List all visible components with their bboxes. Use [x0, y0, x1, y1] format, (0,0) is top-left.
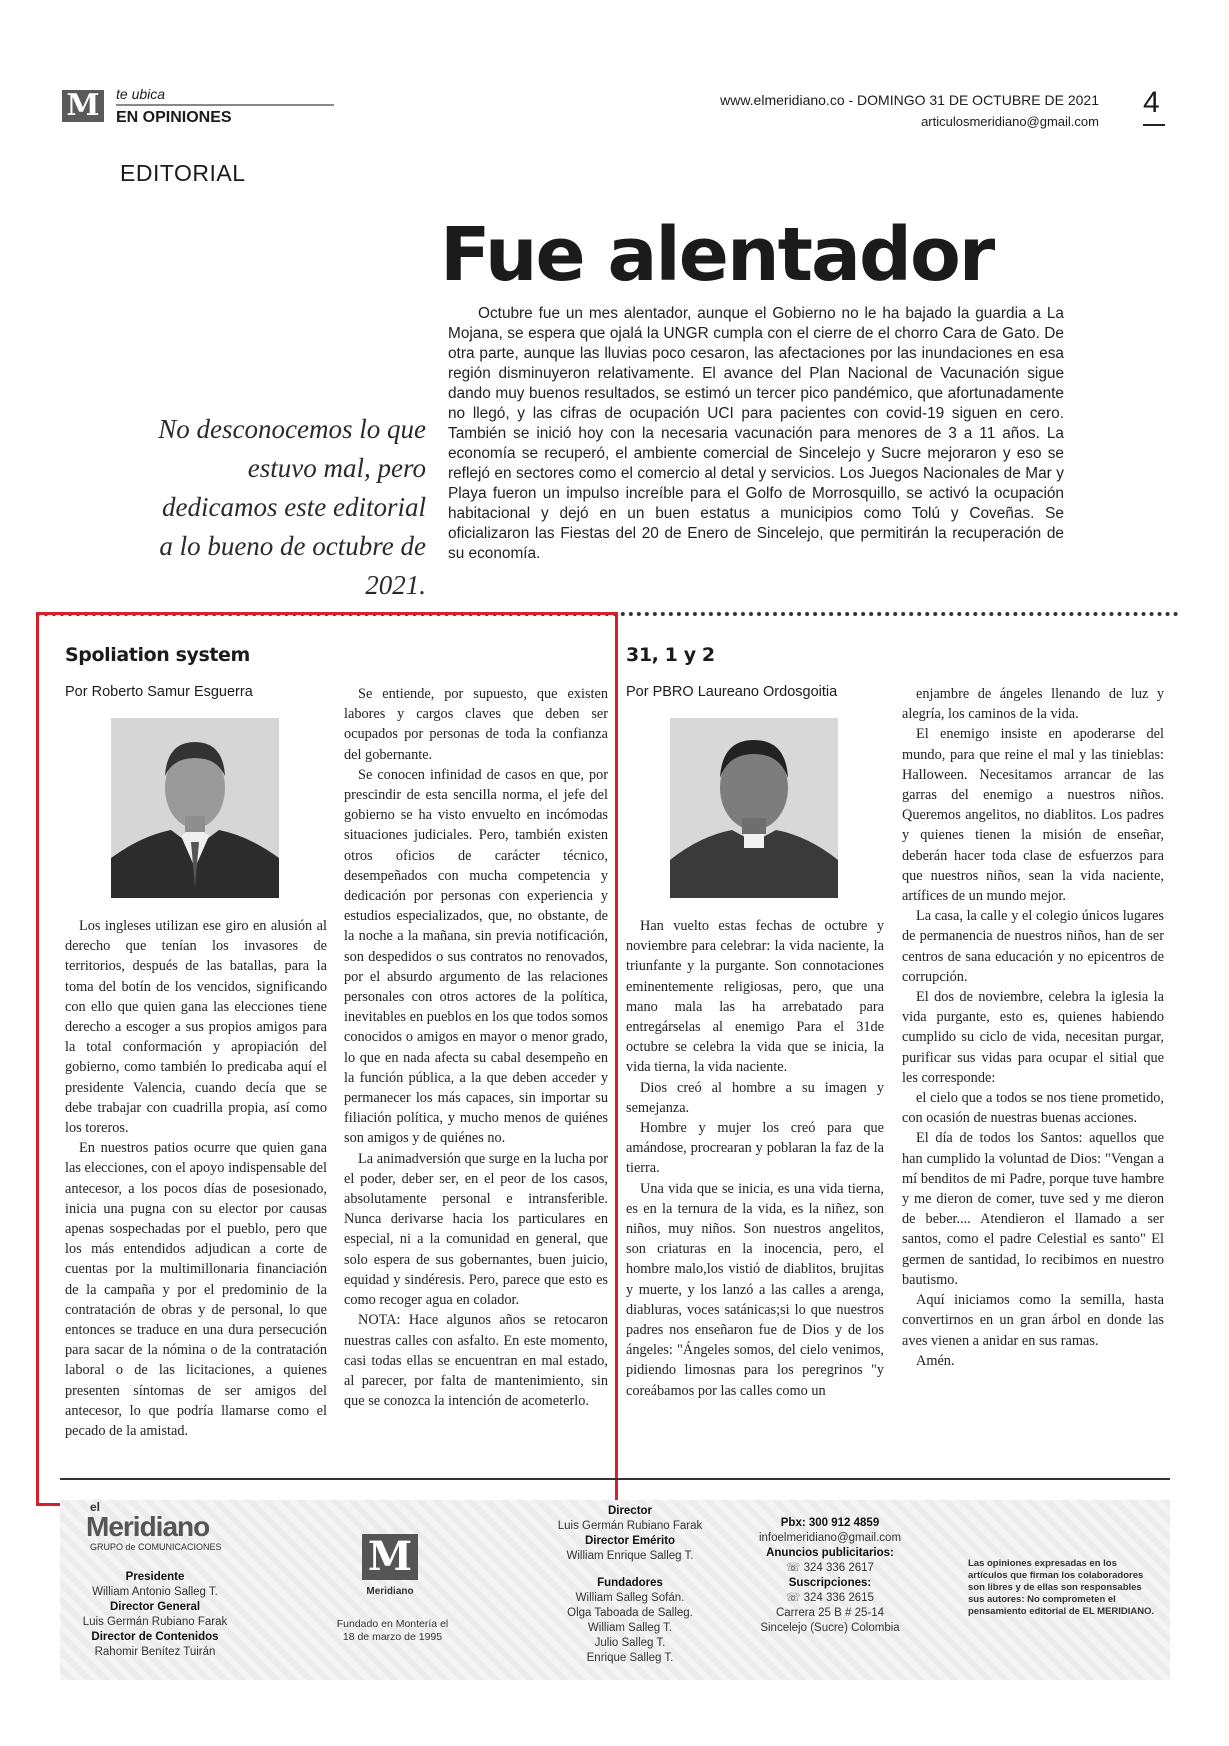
meridiano-logo: M — [62, 90, 104, 122]
label: Fundadores — [597, 1577, 663, 1589]
page-number: 4 — [1143, 86, 1160, 119]
center-logo-text: Meridiano — [366, 1586, 414, 1597]
editorial-headline: Fue alentador — [440, 212, 994, 298]
president-block — [80, 1570, 230, 1660]
founders-block — [530, 1576, 730, 1666]
paragraph: enjambre de ángeles llenando de luz y alegría, los caminos de la vida. — [902, 686, 1164, 723]
subs-phone: 324 336 2615 — [803, 1592, 874, 1604]
contact-email: infoelmeridiano@gmail.com — [758, 1532, 902, 1544]
article1-title: Spoliation system — [65, 644, 250, 666]
brand-logo: Meridiano — [86, 1511, 210, 1542]
brand-sub: GRUPO de COMUNICACIONES — [90, 1542, 222, 1552]
paragraph: Los ingleses utilizan ese giro en alusión al derecho que tenían los invasores de territorios, después de las batallas, para la toma del botín de los vencidos, significando con ello que quien gana las elecciones tiene derecho a escoger a sus propios amigos para la total conformación y apropiación del gobierno, como también lo predicaba aquí el presidente Valencia, cuando decía que se debe trabajar con cuadrilla propia, así como los toreros. — [65, 918, 327, 1137]
paragraph: Hombre y mujer los creó para que amándose, procrearan y poblaran la faz de la tierra. — [626, 1120, 884, 1177]
label: Director General — [109, 1601, 201, 1613]
article2-column1 — [626, 916, 884, 1401]
editorial-label: EDITORIAL — [120, 160, 246, 186]
paragraph: Aquí iniciamos como la semilla, hasta convertirnos en un gran árbol en donde las aves vienen a anidar en sus ramas. — [902, 1292, 1164, 1349]
highlight-box — [36, 612, 618, 1506]
header-email: articulosmeridiano@gmail.com — [921, 114, 1099, 129]
paragraph: Se entiende, por supuesto, que existen labores y cargos claves que deben ser ocupados por personas de toda la confianza del gobernante. — [344, 686, 608, 763]
paragraph: Dios creó al hombre a su imagen y semejanza. — [626, 1079, 884, 1116]
paragraph: La casa, la calle y el colegio únicos lugares de permanencia de nuestros niños, han de ser centros de sana educación y no epicentros de corrupción. — [902, 908, 1164, 985]
article2-column2 — [902, 684, 1164, 1371]
paragraph: NOTA: Hace algunos años se retocaron nuestras calles con asfalto. En este momento, casi todas ellas se encuentran en mal estado, al parecer, por falta de mantenimiento, sin que se conozca la intención de acometerlo. — [344, 1312, 608, 1410]
section-name: EN OPINIONES — [116, 109, 232, 126]
value: Julio Salleg T. — [594, 1637, 666, 1649]
whatsapp-icon: ☏ — [786, 1592, 801, 1604]
header-rule — [116, 104, 334, 106]
founded-note: Fundado en Montería el 18 de marzo de 1995 — [336, 1618, 449, 1643]
page-number-rule — [1143, 124, 1165, 126]
value: Enrique Salleg T. — [586, 1652, 674, 1664]
url-date-line: www.elmeridiano.co - DOMINGO 31 DE OCTUBRE DE 2021 — [720, 92, 1099, 108]
contact-block — [740, 1516, 920, 1636]
paragraph: El enemigo insiste en apoderarse del mundo, para que reine el mal y las tinieblas: Halloween. Necesitamos arrancar de las garras del enemigo a nuestros niños. Queremos angelitos, no diablitos. Los padres y quienes tienen la misión de enseñar, deberán hacer toda clase de esfuerzos para que nuestros niños, sean la vida naciente, artífices de un mundo mejor. — [902, 726, 1164, 905]
paragraph: El dos de noviembre, celebra la iglesia la vida purgante, esto es, quienes habiendo cumplido su ciclo de vida, necesitan purgar, purificar sus vidas para ocupar el sitial que les corresponde: — [902, 989, 1164, 1086]
pbx: Pbx: 300 912 4859 — [780, 1517, 880, 1529]
label: Director de Contenidos — [91, 1631, 219, 1643]
label: Director — [607, 1505, 653, 1517]
value: Rahomir Benítez Tuirán — [94, 1646, 216, 1658]
brand-el: el — [90, 1500, 101, 1514]
footer-rule — [60, 1478, 1170, 1480]
directors-block — [530, 1504, 730, 1564]
author-photo-laureano — [670, 718, 838, 898]
editorial-body: Octubre fue un mes alentador, aunque el Gobierno no le ha bajado la guardia a La Mojana, se espera que ojalá la UNGR cumpla con el cierre de el chorro Cara de Gato. De otra parte, aunque las lluvias poco cesaron, las afectaciones por las inundaciones en esa región disminuyeron relativamente. El avance del Plan Nacional de Vacunación sigue dando muy buenos resultados, se estimó un tercer pico pandémico, que afortunadamente no llegó, y las cifras de ocupación UCI para pacientes con covid-19 siguen en cero. También se inició hoy con la necesaria vacunación para menores de 3 a 11 años. La economía se recuperó, el ambiente comercial de Sincelejo y Sucre mejoraron y eso se reflejó en sectores como el comercio al detal y servicios. Los Juegos Nacionales de Mar y Playa fueron un impulso increíble para el Golfo de Morrosquillo, se activó la ocupación habitacional y dejó en un buen estatus a municipios como Tolú y Coveñas. Se oficializaron las Fiestas del 20 de Enero de Sincelejo, que permitirán la recuperación de su economía. — [448, 305, 1064, 562]
label: Presidente — [125, 1571, 185, 1583]
header-tagline: te ubica — [116, 86, 166, 102]
paragraph: Han vuelto estas fechas de octubre y noviembre para celebrar: la vida naciente, la triunfante y la purgante. Son connotaciones eminentemente religiosas, pero, que una mano mala las ha arrebatado para entregárselas al enemigo Para el 31de octubre se celebra la vida que se inicia, la vida tierna, la vida naciente. — [626, 918, 884, 1076]
paragraph: Se conocen infinidad de casos en que, por prescindir de esta sencilla norma, el jefe del gobierno se ha visto envuelto en incómodas situaciones judiciales. Pero, también existen otros oficios de carácter técnico, desempeñados con mucha competencia y dedicación por personas con experiencia y estudios especializados, que, no obstante, de la noche a la mañana, sin previa notificación, son despedidos o sus contratos no renovados, por el absurdo argumento de las relaciones personales con otros actores de la política, inevitables en pueblos en los que todos somos conocidos o amigos en mayor o menor grado, lo que en nada afecta su cabal desempeño en la función pública, a la que deben acceder y permanecer los más capaces, sin importar su filiación política, y mucho menos de quiénes son amigos y de quiénes no. — [344, 766, 608, 1147]
editorial-pullquote: No desconocemos lo que estuvo mal, pero dedicamos este editorial a lo bueno de octubre de 2021. — [158, 414, 426, 600]
value: Luis Germán Rubiano Farak — [82, 1616, 228, 1628]
address: Carrera 25 B # 25-14 — [775, 1607, 885, 1619]
center-logo: M — [362, 1534, 418, 1580]
paragraph: El día de todos los Santos: aquellos que han cumplido la voluntad de Dios: "Vengan a mí benditos de mi Padre, porque tuve hambre y me dieron de comer, tuve sed y me dieron de beber.... Atendieron el llamado a ser santos, como el padre Celestial es santo" El germen de santidad, lo recibimos en nuestro bautismo. — [902, 1130, 1164, 1288]
paragraph: La animadversión que surge en la lucha por el poder, deber ser, en el peor de los casos, absolutamente personal e intransferible. Nunca derivarse hacia los particulares en especial, ni a la comunidad en general, que solo espera de sus gobernantes, buen juicio, equidad y sindéresis. Pero, parece que esto es como recoger agua en colador. — [344, 1150, 608, 1309]
whatsapp-icon: ☏ — [786, 1562, 801, 1574]
masthead-footer — [60, 1500, 1170, 1680]
ads-phone: 324 336 2617 — [803, 1562, 874, 1574]
value: William Salleg Sofán. — [575, 1592, 685, 1604]
article2-title: 31, 1 y 2 — [626, 644, 715, 666]
label: Suscripciones: — [788, 1577, 872, 1589]
article2-byline: Por PBRO Laureano Ordosgoitia — [626, 684, 838, 700]
city: Sincelejo (Sucre) Colombia — [760, 1622, 900, 1634]
paragraph: Amén. — [916, 1352, 955, 1369]
label: Director Emérito — [584, 1535, 676, 1547]
paragraph: En nuestros patios ocurre que quien gana las elecciones, con el apoyo indispensable del antecesor, a los pocos días de posesionado, inicia una pugna con su elector por causas apenas sospechadas por el pueblo, pero que los más entendidos adjudican a corte de cuentas por la multimillonaria financiación de la campaña y por el predominio de la contratación de obras y de personal, lo que entonces se traduce en una dura persecución para sacar de la nómina o de la contratación laboral o de las licitaciones, a quienes presenten síntomas de ser amigos del antecesor, lo que podría llamarse como el pecado de la amistad. — [65, 1140, 327, 1440]
value: Luis Germán Rubiano Farak — [557, 1520, 703, 1532]
paragraph: Una vida que se inicia, es una vida tierna, es en la ternura de la vida, es la niñez, son niños, muy niños. Son nuestros angelitos, son criaturas en la inocencia, pero, el hombre malo,los vistió de diablitos, brujitas y muerte, y los lanzó a las calles a arenga, diabluras, voces satánicas;si lo que nuestros padres nos enseñaron fue de Dios y de los ángeles: "Ángeles somos, del cielo venimos, pidiendo limosnas para los peregrinos "y coreábamos por las calles como un — [626, 1180, 884, 1399]
value: Olga Taboada de Salleg. — [567, 1607, 693, 1619]
value: William Antonio Salleg T. — [92, 1586, 218, 1598]
article1-byline: Por Roberto Samur Esguerra — [65, 684, 253, 700]
disclaimer: Las opiniones expresadas en los artículos que firman los colaboradores son libres y de ellas son responsables sus autores: No comprometen el pensamiento editorial de EL MERIDIANO. — [968, 1558, 1155, 1617]
label: Anuncios publicitarios: — [766, 1547, 894, 1559]
value: William Salleg T. — [587, 1622, 673, 1634]
paragraph: el cielo que a todos se nos tiene prometido, con ocasión de nuestras buenas acciones. — [902, 1090, 1164, 1127]
value: William Enrique Salleg T. — [566, 1550, 694, 1562]
